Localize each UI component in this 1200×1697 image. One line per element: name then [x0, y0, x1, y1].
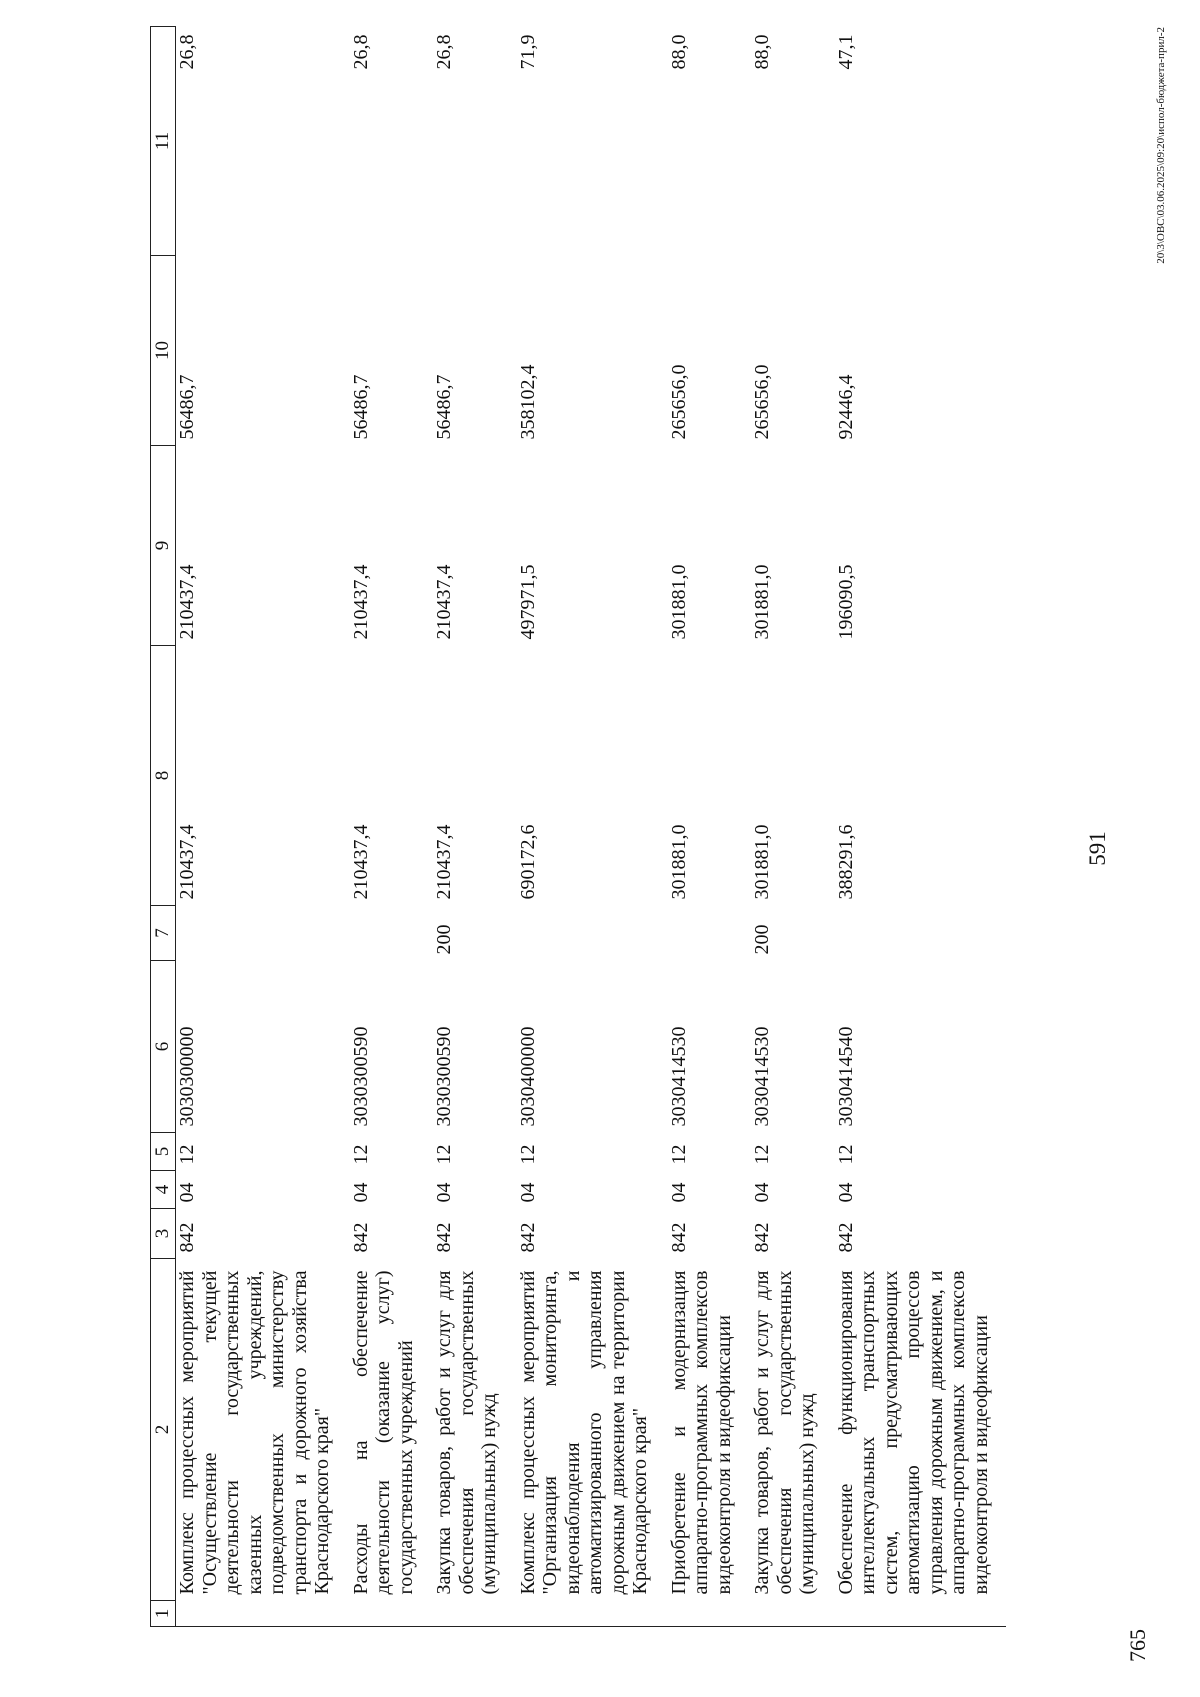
cell-col6: 3030414530 — [667, 1026, 690, 1127]
row-name: Закупка товаров, работ и услуг для обеспечения государственных (муниципальных) нужд — [751, 1270, 818, 1595]
cell-col11: 71,9 — [516, 34, 539, 70]
column-header: 2 — [151, 1259, 176, 1601]
cell-col7 — [176, 906, 348, 961]
cell-col7 — [348, 906, 432, 961]
cell-col5: 12 — [176, 1144, 198, 1165]
column-header: 9 — [151, 446, 176, 646]
footer-file-code: 20\3\OBC\03.06.2025\09:20\испол-бюджета-прил-2 — [1155, 27, 1167, 264]
cell-col5: 12 — [349, 1144, 372, 1165]
cell-col9: 497971,5 — [516, 564, 539, 640]
cell-col4: 04 — [751, 1182, 773, 1203]
cell-col7 — [833, 906, 1007, 961]
cell-col10: 56486,7 — [349, 374, 372, 440]
row-name: Закупка товаров, работ и услуг для обеспечения государственных (муниципальных) нужд — [433, 1270, 500, 1595]
cell-col3: 842 — [834, 1222, 857, 1253]
table-row — [833, 27, 1007, 1627]
row-name: Обеспечение функционирования интеллектуальных транспортных систем, предусматривающих автоматизацию процессов управления дорожным движением, и аппаратно-программных комплексов видеоконтроля и видеофиксации — [834, 1270, 992, 1595]
column-header: 10 — [151, 256, 176, 446]
cell-col3: 842 — [349, 1222, 372, 1253]
table-row — [176, 27, 348, 1627]
cell-col10: 92446,4 — [834, 374, 857, 440]
cell-col6: 3030414530 — [751, 1026, 773, 1127]
cell-col8: 388291,6 — [834, 824, 857, 900]
row-name: Расходы на обеспечение деятельности (оказание услуг) государственных учреждений — [349, 1270, 417, 1595]
table-row — [749, 27, 833, 1627]
column-header: 6 — [151, 961, 176, 1133]
cell-col6: 3030300590 — [433, 1026, 455, 1127]
table-header-row — [151, 27, 176, 1627]
cell-col3: 842 — [516, 1222, 539, 1253]
table-row — [515, 27, 666, 1627]
column-header: 1 — [151, 1601, 176, 1627]
cell-col8: 210437,4 — [349, 824, 372, 900]
cell-col8: 690172,6 — [516, 824, 539, 900]
cell-col6: 3030414540 — [834, 1026, 857, 1127]
cell-col9: 301881,0 — [751, 564, 773, 640]
table-row — [666, 27, 750, 1627]
cell-col5: 12 — [834, 1144, 857, 1165]
cell-col9: 210437,4 — [176, 564, 198, 640]
cell-col6: 3030300000 — [176, 1026, 198, 1127]
cell-col11: 26,8 — [176, 34, 198, 70]
cell-col10: 265656,0 — [751, 364, 773, 440]
cell-col3: 842 — [667, 1222, 690, 1253]
column-header: 8 — [151, 646, 176, 906]
cell-col4: 04 — [667, 1182, 690, 1203]
cell-col3: 842 — [751, 1222, 773, 1253]
cell-col9: 210437,4 — [433, 564, 455, 640]
cell-col4: 04 — [834, 1182, 857, 1203]
cell-col4: 04 — [349, 1182, 372, 1203]
cell-col9: 210437,4 — [349, 564, 372, 640]
cell-col8: 301881,0 — [751, 824, 773, 900]
cell-col5: 12 — [667, 1144, 690, 1165]
cell-col5: 12 — [433, 1144, 455, 1165]
cell-col4: 04 — [176, 1182, 198, 1203]
cell-col7 — [666, 906, 750, 961]
column-header: 3 — [151, 1209, 176, 1259]
cell-col8: 301881,0 — [667, 824, 690, 900]
cell-col8: 210437,4 — [176, 824, 198, 900]
sheet-number: 765 — [1125, 1629, 1150, 1662]
budget-table — [150, 26, 1006, 1627]
cell-col10: 56486,7 — [433, 374, 455, 440]
cell-col8: 210437,4 — [433, 824, 455, 900]
cell-col5: 12 — [516, 1144, 539, 1165]
row-name: Комплекс процессных мероприятий "Осуществление текущей деятельности государственных казенных учреждений, подведомственных министерству транспорта и дорожного хозяйства Краснодарского края" — [176, 1270, 333, 1595]
page-number: 591 — [1085, 831, 1110, 866]
cell-col10: 56486,7 — [176, 374, 198, 440]
cell-col9: 301881,0 — [667, 564, 690, 640]
cell-col6: 3030400000 — [516, 1026, 539, 1127]
cell-col11: 88,0 — [751, 34, 773, 70]
cell-col5: 12 — [751, 1144, 773, 1165]
cell-col3: 842 — [433, 1222, 455, 1253]
cell-col10: 358102,4 — [516, 364, 539, 440]
cell-col7 — [515, 906, 666, 961]
column-header: 4 — [151, 1171, 176, 1209]
cell-col11: 88,0 — [667, 34, 690, 70]
cell-col9: 196090,5 — [834, 564, 857, 640]
cell-col3: 842 — [176, 1222, 198, 1253]
column-header: 11 — [151, 27, 176, 256]
table-row — [348, 27, 432, 1627]
cell-col7: 200 — [433, 924, 455, 955]
column-header: 5 — [151, 1133, 176, 1171]
cell-col7: 200 — [751, 924, 773, 955]
column-header: 7 — [151, 906, 176, 961]
cell-col6: 3030300590 — [349, 1026, 372, 1127]
cell-col11: 47,1 — [834, 34, 857, 70]
row-name: Приобретение и модернизация аппаратно-программных комплексов видеоконтроля и видеофиксации — [667, 1270, 735, 1595]
cell-col4: 04 — [433, 1182, 455, 1203]
row-name: Комплекс процессных мероприятий "Организация мониторинга, видеонаблюдения и автоматизированного управления дорожным движением на территории Краснодарского края" — [516, 1270, 651, 1595]
table-row — [431, 27, 515, 1627]
cell-col4: 04 — [516, 1182, 539, 1203]
cell-col10: 265656,0 — [667, 364, 690, 440]
cell-col11: 26,8 — [349, 34, 372, 70]
cell-col11: 26,8 — [433, 34, 455, 70]
